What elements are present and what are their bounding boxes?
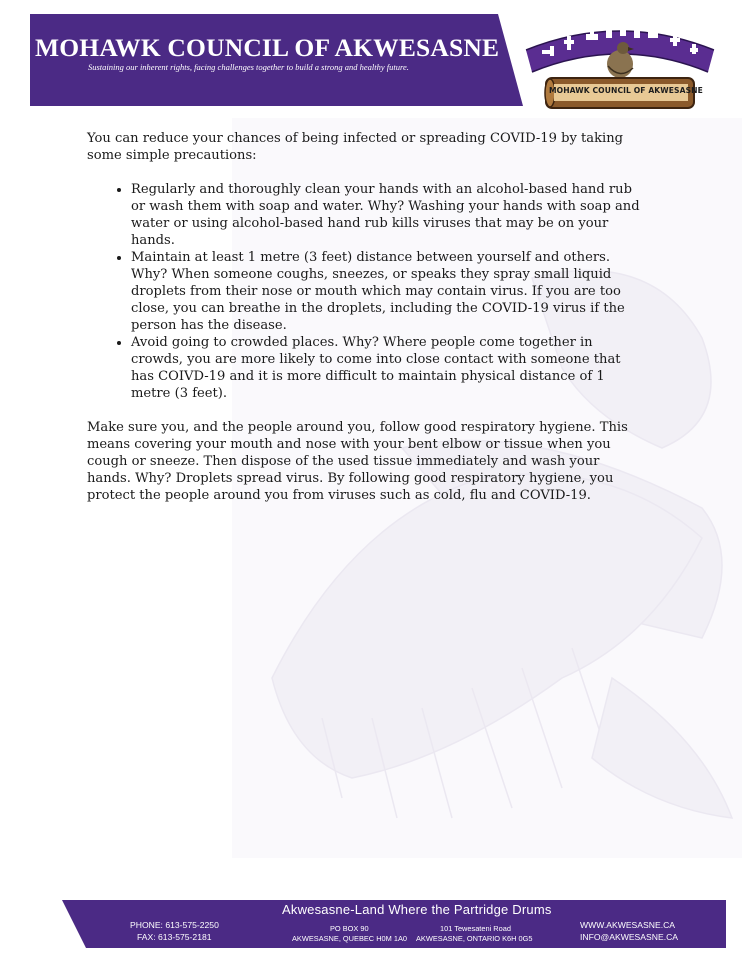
footer-phone: PHONE: 613-575-2250 [130, 920, 219, 930]
footer-road: 101 Tewesateni Road [440, 924, 511, 933]
closing-paragraph: Make sure you, and the people around you, follow good respiratory hygiene. This means covering your mouth and nose with your bent elbow or tissue when you cough or sneeze. Then dispose of the used tissue immediately and wash your hands. Why? Droplets spread virus. By following good respiratory hygiene, you protect the people around you from viruses such as cold, flu and COVID-19. [87, 420, 628, 503]
organization-title: MOHAWK COUNCIL OF AKWESASNE [35, 33, 500, 62]
footer-email-link[interactable]: INFO@AKWESASNE.CA [580, 932, 679, 942]
logo-label: MOHAWK COUNCIL OF AKWESASNE [549, 86, 703, 95]
list-item: • Regularly and thoroughly clean your hands with an alcohol-based hand rub or wash them with soap and water. Why? Washing your hands with soap and water or using alcohol-based hand rub kills viruses that may be on your hands. [131, 181, 647, 249]
footer-website-link[interactable]: WWW.AKWESASNE.CA [580, 920, 676, 930]
footer-fax: FAX: 613-575-2181 [137, 932, 212, 942]
list-item: • Maintain at least 1 metre (3 feet) distance between yourself and others. Why? When someone coughs, sneezes, or speaks they spray small liquid droplets from their nose or mouth which may contain virus. If you are too close, you can breathe in the droplets, including the COVID-19 virus if the person has the disease. [131, 249, 647, 334]
footer-road-city: AKWESASNE, ONTARIO K6H 0G5 [416, 934, 533, 943]
intro-paragraph: You can reduce your chances of being infected or spreading COVID-19 by taking some simple precautions: [87, 131, 624, 163]
footer-po-city: AKWESASNE, QUEBEC H0M 1A0 [292, 934, 407, 943]
organization-tagline: Sustaining our inherent rights, facing challenges together to build a strong and healthy future. [88, 62, 409, 72]
footer-po-box: PO BOX 90 [330, 924, 369, 933]
list-item: • Avoid going to crowded places. Why? Where people come together in crowds, you are more likely to come into close contact with someone that has COIVD-19 and it is more difficult to maintain physical distance of 1 metre (3 feet). [131, 334, 647, 402]
footer-title: Akwesasne-Land Where the Partridge Drums [282, 902, 552, 917]
document-body [87, 130, 647, 504]
precautions-list [87, 181, 647, 402]
